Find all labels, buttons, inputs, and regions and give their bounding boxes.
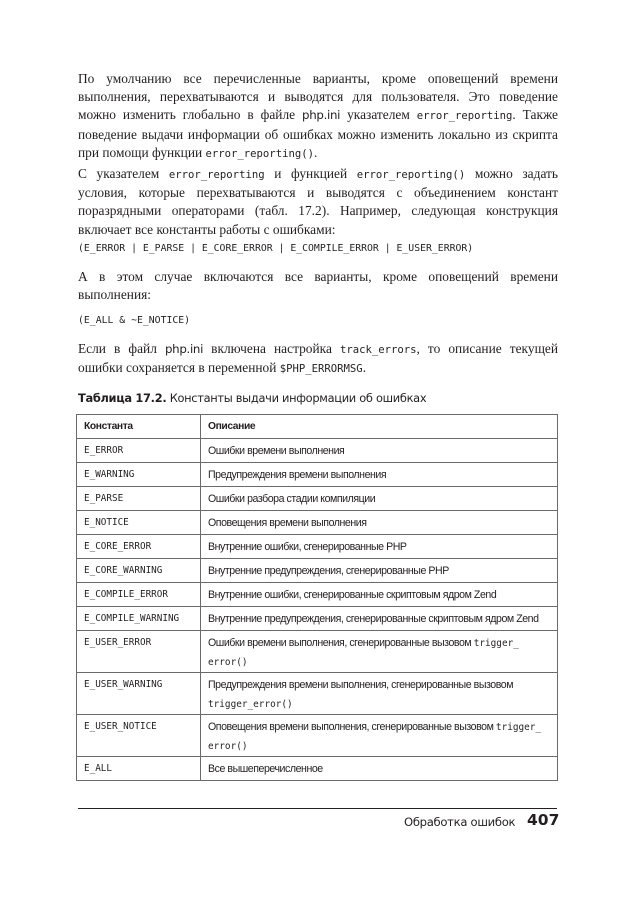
text: Предупреждения времени выполнения, сгенерированные вызовом [208,679,514,691]
constant-name: E_USER_NOTICE [77,715,201,757]
text: С указателем [78,166,169,181]
table-header-row [77,415,558,439]
text: , то описание текущей ошибки сохраняется в переменной [78,341,558,376]
constant-description [201,439,558,463]
footer-divider [78,808,557,809]
text: Внутренние ошибки, сгенерированные скриптовым ядром Zend [208,589,497,601]
inline-code: error_reporting() [356,169,466,181]
text: . Также поведение выдачи информации об ошибках можно изменить локально из скрипта при помощи функции [78,107,558,160]
constant-name: E_USER_WARNING [77,673,201,715]
code-block-error-flags: (E_ERROR | E_PARSE | E_CORE_ERROR | E_COMPILE_ERROR | E_USER_ERROR) [78,243,474,254]
text: . [313,144,318,160]
constant-description [201,463,558,487]
constant-name: E_COMPILE_WARNING [77,607,201,631]
constant-description [201,535,558,559]
text: Предупреждения времени выполнения [208,469,387,481]
inline-code: error_reporting() [205,147,314,160]
inline-code: track_errors [339,344,417,356]
table-row [77,607,558,631]
filename-php-ini: php.ini [164,342,204,356]
constant-description [201,487,558,511]
inline-code: trigger_ error() [208,722,542,752]
paragraph-track-errors [78,340,558,378]
table-caption-label: Таблица 17.2. [78,391,167,405]
constant-name: E_WARNING [77,463,201,487]
text: и функцией [264,166,357,181]
inline-code: error_reporting [168,169,265,181]
inline-code: $PHP_ERRORMSG [279,363,363,376]
text: Оповещения времени выполнения [208,517,367,529]
constant-name: E_CORE_ERROR [77,535,201,559]
table-row [77,583,558,607]
constant-description [201,757,558,781]
constant-name: E_ALL [77,757,201,781]
constant-name: E_COMPILE_ERROR [77,583,201,607]
table-row [77,715,558,757]
text: По умолчанию все перечисленные варианты, кроме оповещений времени выполнения, перехватываются и выводятся для пользователя. Это поведение можно изменить глобально в файле [78,71,558,123]
table-row [77,487,558,511]
inline-code: trigger_error() [208,699,293,710]
inline-code: trigger_ error() [208,638,519,668]
text: Ошибки разбора стадии компиляции [208,493,376,505]
text: Все вышеперечисленное [208,763,323,775]
column-header-description: Описание [201,415,558,439]
constant-name: E_PARSE [77,487,201,511]
table-caption [78,391,426,405]
text: можно задать условия, которые перехватываются и выводятся с объединением констант поразрядными операторами (табл. 17.2). Например, следующая конструкция включает все константы работы с ошибками: [78,166,558,237]
filename-php-ini: php.ini [302,108,341,123]
table-row [77,673,558,715]
paragraph-default-behavior [78,70,558,163]
text: Внутренние предупреждения, сгенерированные скриптовым ядром Zend [208,613,539,625]
constants-table [76,414,558,781]
code-block-all-except-notice: (E_ALL & ~E_NOTICE) [78,315,191,326]
table-caption-text: Константы выдачи информации об ошибках [166,391,427,405]
constant-description [201,583,558,607]
text: Ошибки времени выполнения [208,445,345,457]
table-row [77,511,558,535]
text: Оповещения времени выполнения, сгенерированные вызовом [208,721,496,733]
table-row [77,535,558,559]
paragraph-error-reporting [78,165,558,239]
constant-description [201,673,558,715]
constant-description [201,631,558,673]
text: включена настройка [203,341,340,356]
page-number: 407 [527,811,560,829]
table-row [77,559,558,583]
constant-description [201,559,558,583]
table-row [77,631,558,673]
text: Если в файл [78,341,165,356]
table-row [77,439,558,463]
constant-description [201,511,558,535]
text: . [362,360,367,376]
running-footer-chapter-title: Обработка ошибок [404,815,516,829]
constant-name: E_NOTICE [77,511,201,535]
table-row [77,757,558,781]
constant-name: E_USER_ERROR [77,631,201,673]
inline-code: error_reporting [416,110,513,123]
table-row [77,463,558,487]
paragraph-all-except-notice: А в этом случае включаются все варианты, кроме оповещений времени выполнения: [78,269,558,303]
constant-name: E_CORE_WARNING [77,559,201,583]
text: Внутренние ошибки, сгенерированные PHP [208,541,407,553]
text: Внутренние предупреждения, сгенерированные PHP [208,565,449,577]
text: Ошибки времени выполнения, сгенерированные вызовом [208,637,474,649]
column-header-constant: Константа [77,415,201,439]
constant-description [201,607,558,631]
text: указателем [340,107,417,123]
constant-name: E_ERROR [77,439,201,463]
constant-description [201,715,558,757]
